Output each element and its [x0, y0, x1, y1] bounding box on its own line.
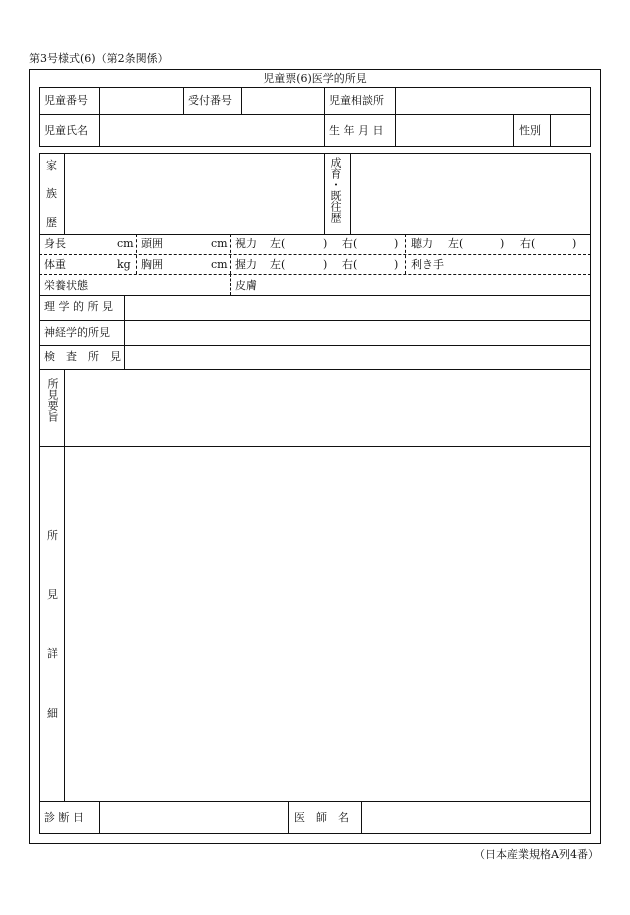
grip-right-open: 右( [342, 258, 358, 271]
footer-divider [288, 801, 289, 834]
birth-date-field[interactable] [396, 115, 512, 146]
physician-label: 医 師 名 [294, 811, 349, 824]
consultation-center-label: 児童相談所 [329, 94, 384, 107]
head-circumference-label: 頭囲 [141, 237, 163, 250]
growth-history-field[interactable] [351, 154, 590, 233]
reception-number-label: 受付番号 [188, 94, 232, 107]
sex-field[interactable] [551, 115, 590, 146]
detail-field[interactable] [65, 447, 590, 800]
neurological-findings-label: 神経学的所見 [44, 326, 110, 339]
vision-left-open: 左( [270, 237, 286, 250]
neurological-findings-field[interactable] [125, 321, 590, 344]
weight-unit: kg [117, 258, 131, 271]
consultation-center-field[interactable] [396, 88, 590, 113]
form-code: 第3号様式(6)（第2条関係） [29, 52, 169, 65]
child-name-label: 児童氏名 [44, 124, 88, 137]
height-unit: cm [117, 237, 134, 250]
header-col-divider [513, 114, 514, 147]
summary-field[interactable] [65, 370, 590, 445]
hearing-label: 聴力 [411, 237, 433, 250]
diagnosis-date-field[interactable] [100, 802, 287, 833]
measure-row-divider [39, 254, 591, 255]
family-history-char1: 家 [46, 159, 57, 172]
hearing-right-close: ) [572, 237, 577, 250]
measure-divider [230, 274, 231, 295]
vision-right-close: ) [394, 237, 399, 250]
hearing-left-close: ) [500, 237, 505, 250]
detail-label-char4: 細 [47, 707, 58, 720]
examination-findings-field[interactable] [125, 346, 590, 369]
child-name-field[interactable] [100, 115, 323, 146]
weight-label: 体重 [44, 258, 66, 271]
physical-findings-field[interactable] [125, 296, 590, 319]
skin-label: 皮膚 [235, 279, 257, 292]
examination-findings-label: 検 査 所 見 [44, 350, 121, 363]
detail-label-char1: 所 [47, 529, 58, 542]
family-history-field[interactable] [65, 154, 323, 233]
section-divider [39, 234, 591, 235]
paper-standard-note: （日本産業規格A列4番） [474, 848, 599, 861]
head-unit: cm [211, 237, 228, 250]
family-history-char3: 歴 [46, 216, 57, 229]
grip-left-close: ) [323, 258, 328, 271]
hearing-right-open: 右( [520, 237, 536, 250]
reception-number-field[interactable] [242, 88, 323, 113]
handedness-label: 利き手 [411, 258, 444, 271]
vision-left-close: ) [323, 237, 328, 250]
measure-row-divider [39, 274, 591, 275]
chest-unit: cm [211, 258, 228, 271]
detail-label-char2: 見 [47, 588, 58, 601]
family-history-char2: 族 [46, 187, 57, 200]
diagnosis-date-label: 診 断 日 [44, 811, 84, 824]
physician-field[interactable] [362, 802, 590, 833]
birth-date-label: 生 年 月 日 [329, 124, 384, 137]
vision-label: 視力 [235, 237, 257, 250]
nutrition-label: 栄養状態 [44, 279, 88, 292]
vision-right-open: 右( [342, 237, 358, 250]
grip-label: 握力 [235, 258, 257, 271]
hearing-left-open: 左( [448, 237, 464, 250]
header-col-divider [324, 87, 325, 147]
history-divider [324, 153, 325, 234]
chest-circumference-label: 胸囲 [141, 258, 163, 271]
child-number-label: 児童番号 [44, 94, 88, 107]
height-label: 身長 [44, 237, 66, 250]
detail-label-char3: 詳 [47, 647, 58, 660]
sex-label: 性別 [519, 124, 541, 137]
child-number-field[interactable] [100, 88, 182, 113]
grip-right-close: ) [394, 258, 399, 271]
growth-history-label: 成育・既往歴 [329, 157, 342, 223]
summary-label: 所見要旨 [46, 378, 59, 422]
grip-left-open: 左( [270, 258, 286, 271]
header-col-divider [183, 87, 184, 114]
form-title: 児童票(6)医学的所見 [263, 72, 367, 85]
physical-findings-label: 理 学 的 所 見 [44, 300, 113, 313]
